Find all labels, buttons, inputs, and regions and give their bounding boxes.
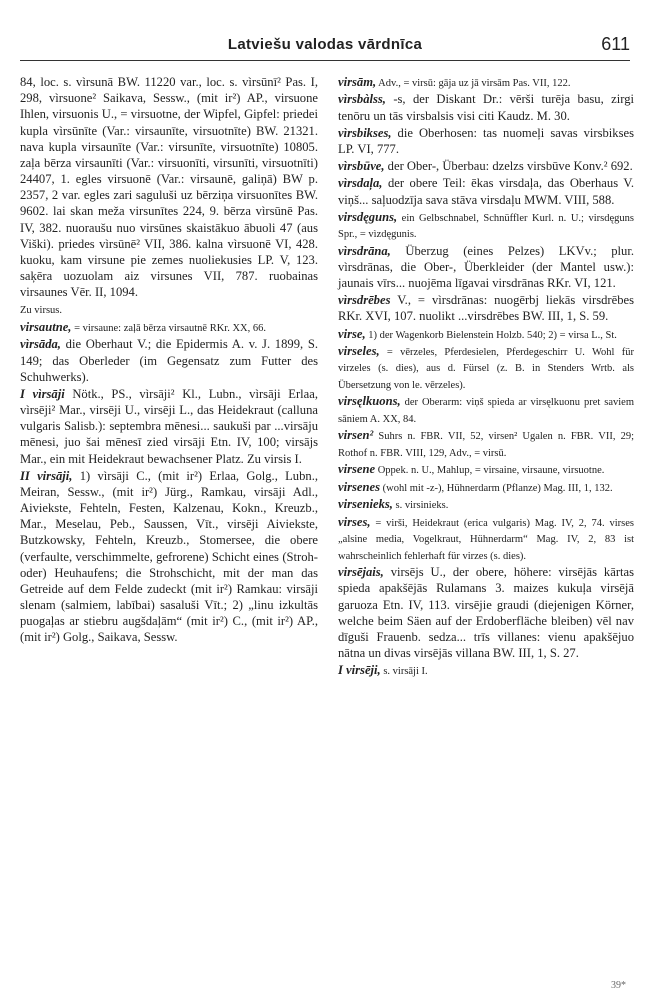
- entry-text: 1) der Wagenkorb Bielenstein Holzb. 540; 2) = virsa L., St.: [365, 329, 617, 341]
- dictionary-entry: [338, 479, 634, 495]
- dictionary-entry: [338, 125, 634, 157]
- entry-headword: virsenieks,: [338, 497, 393, 512]
- entry-headword: virsdęguns,: [338, 209, 398, 224]
- entry-headword: vìrsdrāna,: [338, 243, 391, 258]
- entry-headword: virsenes: [338, 479, 380, 494]
- entry-text: = vērzeles, Pferdesielen, Pferdegeschirr U. Wohl für virzeles (s. dies), aus d. Fürsel (z. B. in Stenders Wrtb. als Übersetzung von le. vērzeles).: [338, 347, 634, 391]
- entry-headword: vìrsdaļa,: [338, 176, 383, 191]
- entry-headword: vìrsdrēbes: [338, 293, 391, 308]
- dictionary-entry: [20, 336, 318, 385]
- entry-headword: virse,: [338, 326, 366, 341]
- dictionary-entry: [20, 386, 318, 467]
- dictionary-entry: [338, 91, 634, 123]
- signature-mark: 39*: [611, 980, 626, 991]
- entry-headword: virseles,: [338, 344, 380, 358]
- dictionary-entry: [338, 292, 634, 324]
- entry-headword: I virsēji,: [338, 663, 381, 678]
- dictionary-entry: [20, 468, 318, 646]
- entry-text: Adv., = virsū: gāja uz jā virsām Pas. VII, 122.: [376, 78, 571, 89]
- entry-headword: I vìrsāji: [20, 386, 65, 401]
- entry-text: Zu virsus.: [20, 305, 62, 317]
- left-column: [20, 74, 318, 646]
- entry-text: V., = vìrsdrānas: nuogērbj liekās virsdrēbes RKr. XVI, 107. nuolikt ...virsdrēbes BW. III, 1, S. 59.: [338, 293, 634, 324]
- entry-headword: vìrsbàlss,: [338, 92, 386, 107]
- dictionary-entry: [338, 393, 634, 426]
- entry-text: -s, der Diskant Dr.: vērši turēja basu, zirgi tenōru un tās virsbalsis visi citi Kaudz. M. 30.: [338, 92, 634, 123]
- dictionary-entry: [338, 343, 634, 392]
- page-header: [20, 34, 630, 61]
- entry-text: die Oberhosen: tas nuomeļi savas virsbikses LP. VI, 777.: [338, 125, 634, 156]
- right-column: [338, 74, 634, 679]
- dictionary-entry: [20, 301, 318, 317]
- entry-headword: virsene: [338, 462, 376, 477]
- entry-text: 1) vìrsāji C., (mit ir²) Erlaa, Golg., Lubn., Meiran, Sessw., (mit ir²) Jürg., Ramkau, virsāji Adl., Aiviekste, Fehteln, Festen, Kalzenau, Kokn., Kreuzb., Mar., Meselau, Peb., Saussen, Vīt., virsēji Aiviekste, Butzkowsky, Fehteln, Kreuzb., Stomersee, die obere (verfaulte, verschimmelte, gefrorene) Schicht eines (Stroh- oder) Heuhaufens; die Strohschicht, mit der man das Getreide auf dem Felde zudeckt (mit ir²) Ramkau: virsāji slenam (salmiem, labībai) sasaluši Vīt.; 2) „linu izkultās puogaļas ar stiebru augšdaļām“ (mit ir²) C., (mit ir²) AP., (mit ir²) Golg., Saikava, Sessw.: [20, 468, 318, 645]
- entry-text: der Ober-, Überbau: dzelzs virsbūve Konv.² 692.: [384, 159, 633, 174]
- dictionary-entry: [338, 209, 634, 242]
- entry-headword: virsējais,: [338, 565, 384, 580]
- dictionary-entry: [20, 74, 318, 300]
- dictionary-entry: [338, 326, 634, 342]
- entry-text: (wohl mit -z-), Hühnerdarm (Pflanze) Mag. III, 1, 132.: [379, 482, 613, 494]
- entry-text: = virsaune: zaļā bērza virsautnē RKr. XX, 66.: [71, 322, 267, 334]
- entry-text: ein Gelbschnabel, Schnüffler Kurl. n. U.; virsdęguns Spr., = vìzdęgunis.: [338, 212, 634, 241]
- dictionary-entry: [338, 461, 634, 477]
- running-title: Latviešu valodas vārdnīca: [227, 36, 423, 53]
- entry-headword: vìrsāda,: [20, 337, 61, 352]
- dictionary-entry: [338, 158, 634, 174]
- dictionary-entry: [338, 175, 634, 207]
- entry-text: 84, loc. s. vìrsunā BW. 11220 var., loc. s. vìrsūnī² Pas. I, 298, vìrsuone² Saikava, Sessw., (mit ir²) AP., virsuone Ihlen, virsuonis U., = virsuotne, der Wipfel, Gipfel: priedei kupla vìrsūnīte (Var.: virsaunīte, virsuotnīte) BW. 21321. nava kupla virsaunīte (Var.: virsunīte, virsuotnīte) 10805. zaļa bērza virsaunīti (Var.: virsuonīti, virsunīti, virsuotnīti) 24407, 1. egles virsuonē (Var.: virsaunē, galiņā) BW p. 2357, 2 var. egles zari saguluši uz bērziņa virsuonītes BW. 9602. lai skan meža virsunītes 224, 9. bērza vìrsūnē Pas. IV, 382. nuoraušu nuo virsūnes skaistākuo ābuoli 47 (aus Viški). priedes vìrsūnē² VII, 386. kalna vìrsuonē VI, 428. kuoku, kam virsune pie zemes nuoliekusies LP. V, 123. saķēra uozuolam aiz virsunes VII, 787. ruobainas virsaunes Vēr. II, 1094.: [20, 75, 318, 300]
- page-number: 611: [601, 34, 630, 54]
- entry-text: der Oberarm: viņš spieda ar virsęlkuonu pret saviem sāniem A. XX, 84.: [338, 397, 634, 425]
- dictionary-entry: [338, 496, 634, 512]
- entry-text: = virši, Heidekraut (erica vulgaris) Mag. IV, 2, 74. virses „alsine media, Vogelkraut, Hühnerdarm“ Mag. IV, 2, 83 ist wahrscheinlich fehlerhaft für virzes (s. dies).: [338, 517, 634, 562]
- entry-text: Oppek. n. U., Mahlup, = virsaine, virsaune, virsuotne.: [375, 465, 605, 477]
- entry-text: der obere Teil: ēkas virsdaļa, das Oberhaus V. viņš... saļuodzīja sava stāva virsdaļu MWM. VIII, 588.: [338, 176, 634, 207]
- entry-text: s. virsāji I.: [380, 666, 428, 678]
- dictionary-entry: [338, 662, 634, 678]
- dictionary-entry: [20, 319, 318, 335]
- entry-headword: virsen²: [338, 428, 374, 443]
- entry-headword: vìrsbūve,: [338, 159, 385, 174]
- entry-text: virsējs U., der obere, höhere: virsējās kārtas spieda apakšējās Rulamans 3. maizes kukuļa virsējā garuoza Etn. IV, 113. virsējie graudi (diejenigen Körner, welche beim Säen auf der Erdoberfläche bleiben) vēl nav dīguši Frauenb. sedza... trīs villanes: vienu apakšējuo nātna un divas virsējās villana BW. III, 1, S. 27.: [338, 565, 634, 661]
- entry-headword: virsautne,: [20, 319, 72, 334]
- dictionary-entry: [338, 243, 634, 292]
- dictionary-entry: [338, 427, 634, 460]
- dictionary-entry: [338, 514, 634, 563]
- entry-headword: vìrsbikses,: [338, 125, 392, 140]
- entry-text: Überzug (eines Pelzes) LKVv.; plur. vìrsdrānas, die Ober-, Überkleider (der Mantel usw.): jaunais vīrs... nuojēma līgavai virsdrānas RKr. VI, 121.: [338, 243, 634, 290]
- entry-text: Nötk., PS., vìrsāji² Kl., Lubn., vìrsāji Erlaa, vìrsēji² Mar., virsēji U., virsēji L., das Heidekraut (calluna vulgaris Salisb.): septembra mēnesi... saukuši par ...virsāju mēnesi, juo šai mēnesī zied virsāji Etn. IV, 100; virsājs Mar., ein mit Heidekraut bewachsener Platz. Zu virsis I.: [20, 386, 318, 466]
- dictionary-entry: [338, 564, 634, 661]
- entry-headword: virsām,: [338, 75, 377, 89]
- entry-headword: virses,: [338, 514, 371, 529]
- dictionary-entry: [338, 74, 634, 90]
- entry-headword: virsęlkuons,: [338, 394, 401, 409]
- entry-text: die Oberhaut V.; die Epidermis A. v. J. 1899, S. 149; das Oberleder (im Gegensatz zum Futter des Schuhwerks).: [20, 337, 318, 384]
- entry-text: s. virsinieks.: [392, 500, 449, 512]
- entry-text: Suhrs n. FBR. VII, 52, virsen² Ugalen n. FBR. VII, 29; Rothof n. FBR. VIII, 129, Adv., = virsū.: [338, 431, 634, 459]
- entry-headword: II virsāji,: [20, 468, 73, 483]
